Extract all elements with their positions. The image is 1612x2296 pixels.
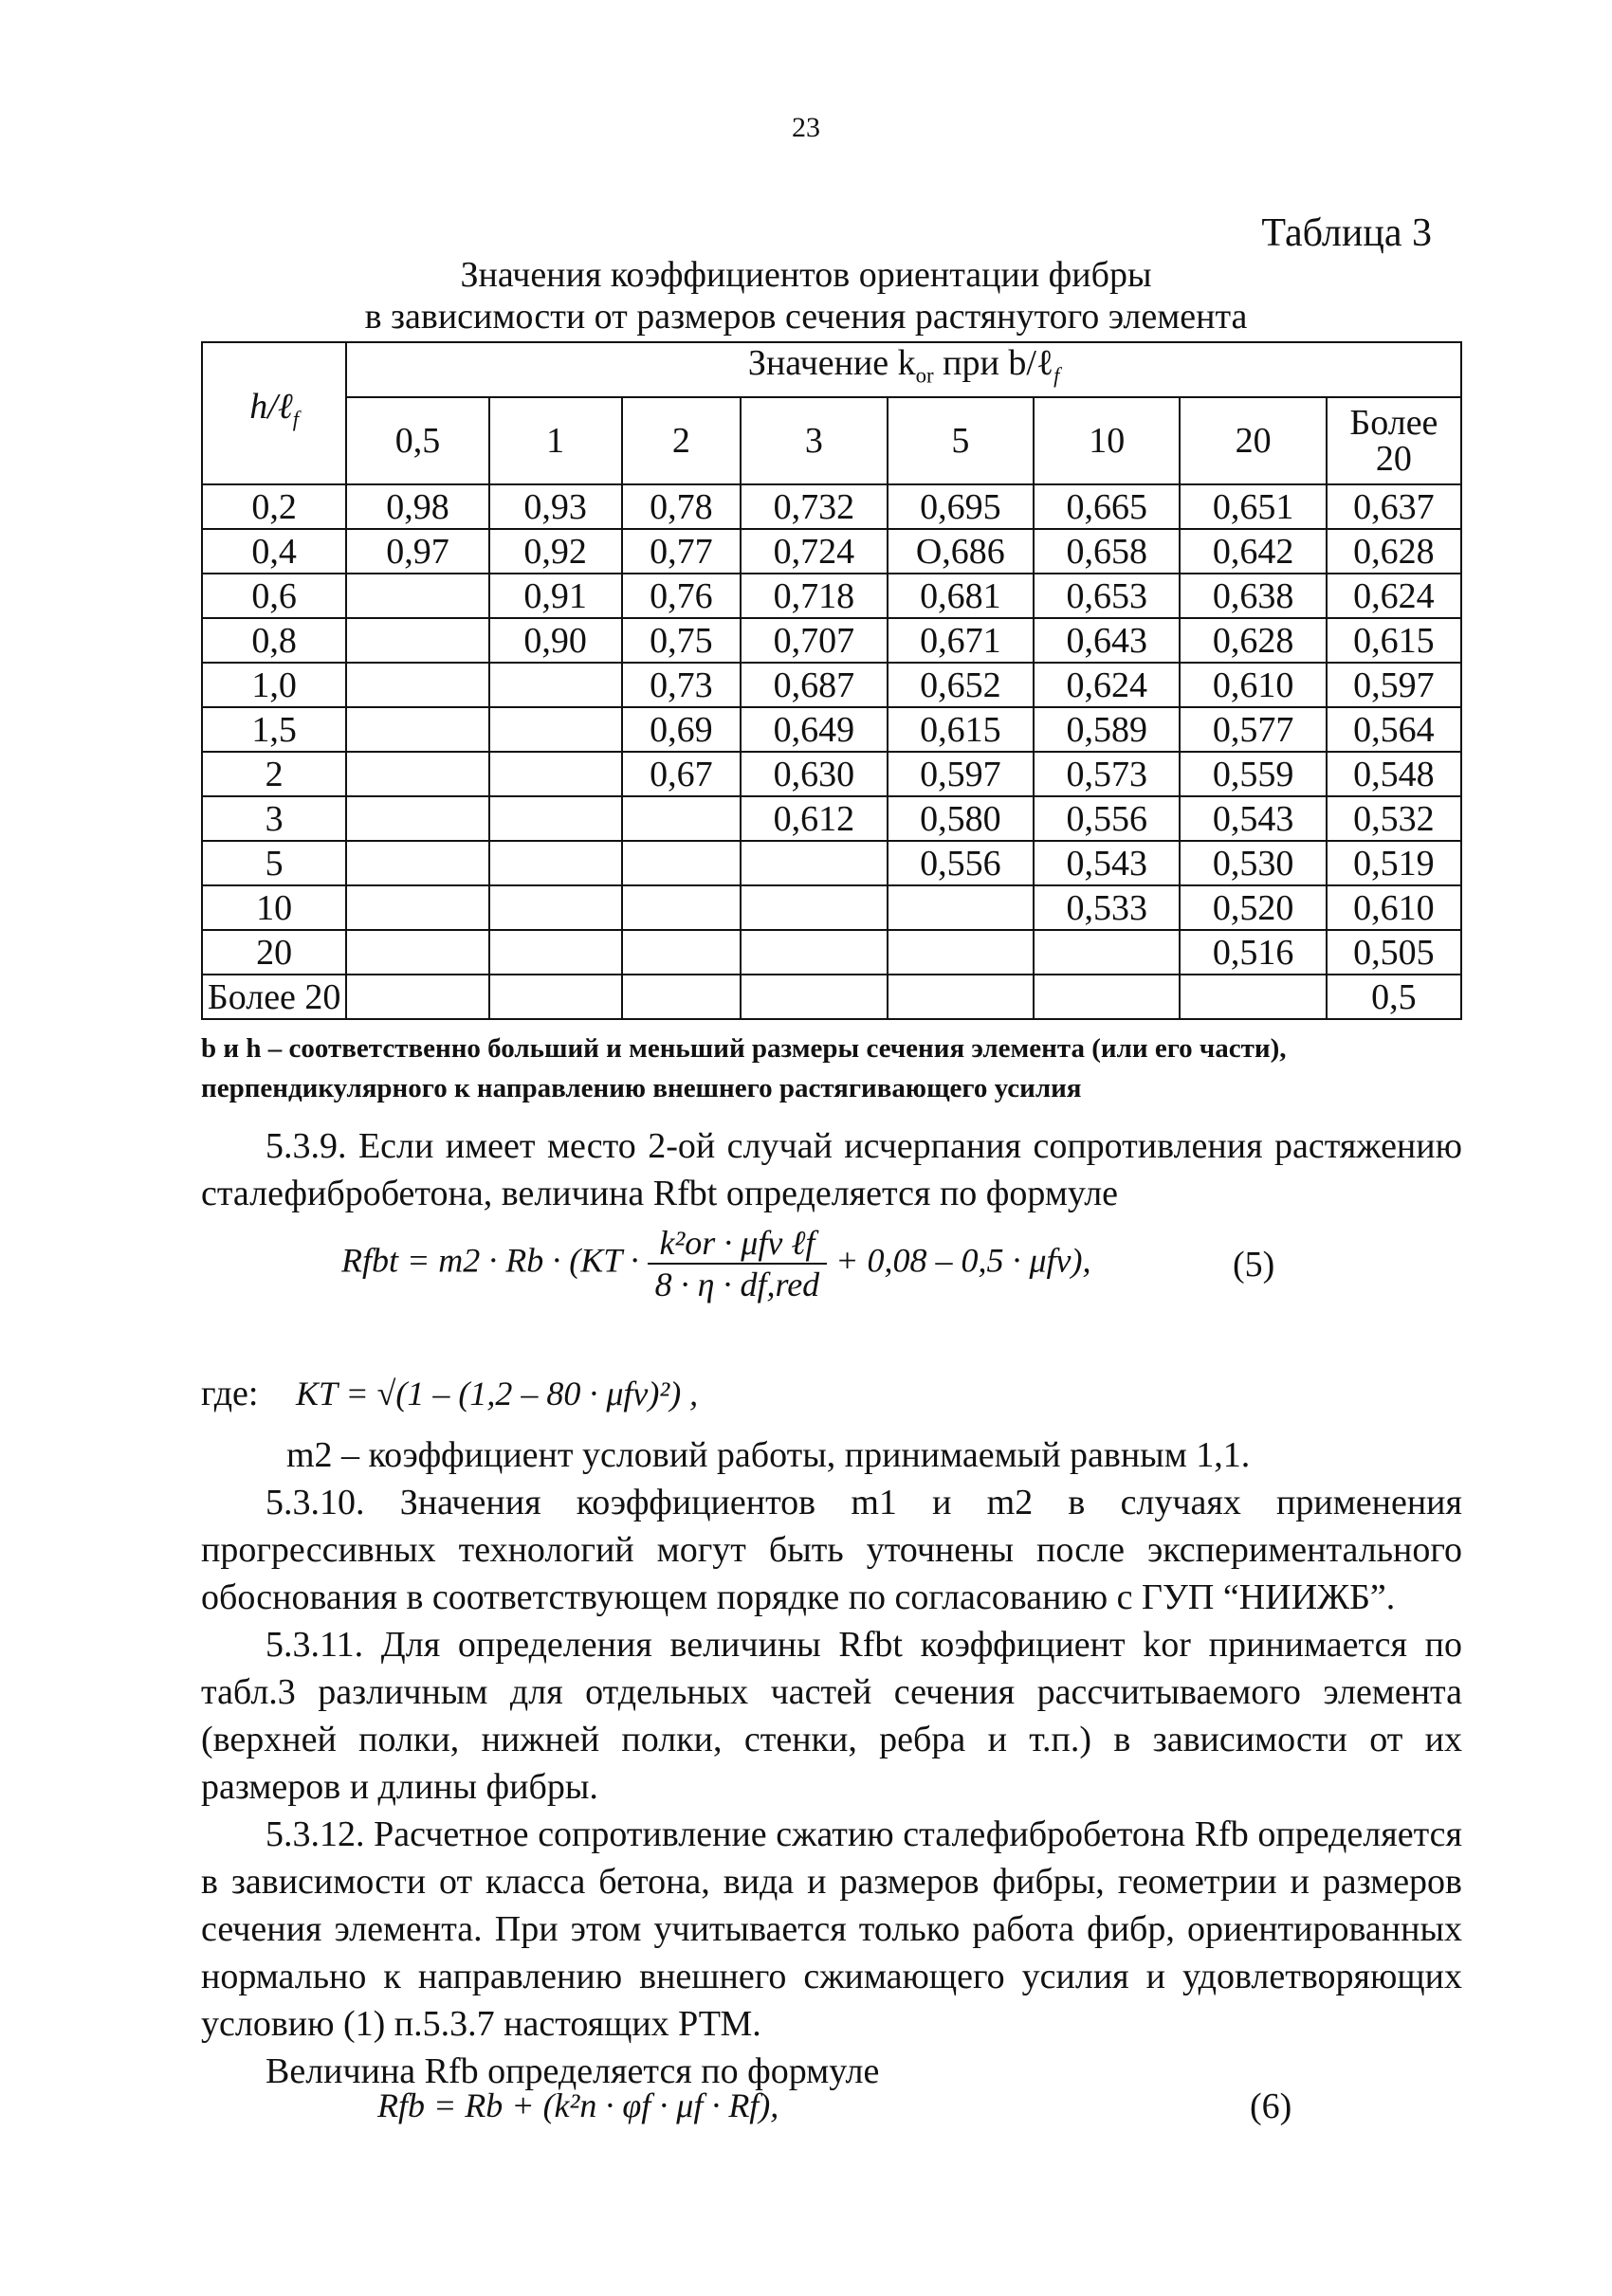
table-cell: 0,516	[1180, 930, 1326, 975]
eq5-fraction	[648, 1223, 828, 1304]
table-caption-line1: Значения коэффициентов ориентации фибры	[460, 255, 1152, 295]
eq5-lhs: Rfbt = m2 · Rb · (KT ·	[341, 1241, 639, 1280]
table-cell: 0,628	[1327, 529, 1461, 574]
paragraph-5-3-9: 5.3.9. Если имеет место 2-ой случай исчерпания сопротивления растяжению сталефибробетона, величина Rfbt определяется по формуле	[201, 1126, 1462, 1213]
table-cell: 0,658	[1034, 529, 1180, 574]
eq5-numerator: k²or · μfv ℓf	[648, 1223, 828, 1265]
group-header: Значение k	[747, 343, 916, 384]
table-cell	[346, 663, 488, 707]
equation-5	[341, 1223, 1195, 1304]
table-cell: 0,556	[888, 841, 1034, 885]
table-cell: 0,597	[1327, 663, 1461, 707]
table-cell: 0,67	[622, 752, 742, 796]
table-cell: 0,556	[1034, 796, 1180, 841]
table-cell	[741, 930, 887, 975]
table-cell: 0,652	[888, 663, 1034, 707]
paragraph-5-3-10: 5.3.10. Значения коэффициентов m1 и m2 в случаях применения прогрессивных технологий могут быть уточнены после экспериментального обоснования в соответствующем порядке по согласованию с ГУП “НИИЖБ”.	[201, 1483, 1462, 1617]
table-row	[202, 752, 1461, 796]
table-cell	[1180, 975, 1326, 1019]
table-cell	[622, 841, 742, 885]
table-cell: 0,687	[741, 663, 887, 707]
table-cell: 0,90	[489, 618, 622, 663]
group-header-sub: or	[915, 363, 934, 388]
equation-6-number: (6)	[1250, 2086, 1292, 2126]
table-cell: 0,98	[346, 484, 488, 529]
kt-definition	[201, 1370, 1462, 1417]
table-cell	[489, 707, 622, 752]
where-label: где:	[201, 1374, 259, 1413]
column-header: 3	[741, 397, 887, 484]
table-row	[202, 484, 1461, 529]
equation-5-number: (5)	[1233, 1245, 1275, 1285]
table-cell: 0,92	[489, 529, 622, 574]
table-cell	[622, 975, 742, 1019]
table-cell: 0,577	[1180, 707, 1326, 752]
row-header: h/ℓ	[249, 387, 293, 428]
table-cell: 0,615	[888, 707, 1034, 752]
table-cell: 0,69	[622, 707, 742, 752]
table-cell: 0,681	[888, 574, 1034, 618]
table-cell	[489, 752, 622, 796]
table-cell: 0,543	[1180, 796, 1326, 841]
table-cell: 0,638	[1180, 574, 1326, 618]
table-cell	[741, 841, 887, 885]
table-cell	[489, 930, 622, 975]
kt-formula: KT = √(1 – (1,2 – 80 · μfv)²) ,	[295, 1375, 699, 1412]
column-header: 1	[489, 397, 622, 484]
table-cell	[888, 885, 1034, 930]
table-label: Таблица 3	[1261, 211, 1432, 255]
table-cell: 0,573	[1034, 752, 1180, 796]
table-cell: 0,642	[1180, 529, 1326, 574]
group-header-tail-sub: f	[1053, 363, 1060, 388]
table-cell: 0,505	[1327, 930, 1461, 975]
table-cell: 0,75	[622, 618, 742, 663]
page-number: 23	[792, 112, 820, 143]
table-cell: 0,77	[622, 529, 742, 574]
table-cell: 0,78	[622, 484, 742, 529]
table-cell: 0,520	[1180, 885, 1326, 930]
table-cell: 0,530	[1180, 841, 1326, 885]
table-cell	[622, 796, 742, 841]
table-cell: 0,564	[1327, 707, 1461, 752]
table-cell: 0,649	[741, 707, 887, 752]
table-cell	[346, 975, 488, 1019]
table-cell: 0,610	[1180, 663, 1326, 707]
table-cell	[489, 663, 622, 707]
table-cell	[346, 752, 488, 796]
table-cell	[489, 796, 622, 841]
table-row	[202, 975, 1461, 1019]
table-cell: 0,665	[1034, 484, 1180, 529]
table-cell: 0,707	[741, 618, 887, 663]
table-cell: 0,76	[622, 574, 742, 618]
table-caption	[0, 254, 1612, 337]
group-header-cell	[346, 342, 1461, 397]
table-cell: 0,519	[1327, 841, 1461, 885]
table-cell	[489, 841, 622, 885]
table-cell: 0,548	[1327, 752, 1461, 796]
column-header: 2	[622, 397, 742, 484]
table-cell: 0,695	[888, 484, 1034, 529]
row-label: 0,8	[202, 618, 346, 663]
row-label: 0,4	[202, 529, 346, 574]
table-cell: 0,93	[489, 484, 622, 529]
table-cell	[1034, 975, 1180, 1019]
table-cell: 0,612	[741, 796, 887, 841]
table-cell: 0,597	[888, 752, 1034, 796]
table-cell: 0,532	[1327, 796, 1461, 841]
table-body	[202, 484, 1461, 1019]
row-header-cell	[202, 342, 346, 484]
table-cell: 0,624	[1034, 663, 1180, 707]
table-cell	[346, 574, 488, 618]
table-cell	[346, 796, 488, 841]
column-header: 20	[1180, 397, 1326, 484]
table-cell	[622, 930, 742, 975]
table-row	[202, 841, 1461, 885]
orientation-coefficients-table	[201, 341, 1462, 1020]
paragraph-5-3-12: 5.3.12. Расчетное сопротивление сжатию сталефибробетона Rfb определяется в зависимости от класса бетона, вида и размеров фибры, геометрии и размеров сечения элемента. При этом учитывается только работа фибр, ориентированных нормально к направлению внешнего сжимающего усилия и удовлетворяющих условию (1) п.5.3.7 настоящих РТМ.	[201, 1814, 1462, 2044]
table-cell	[741, 975, 887, 1019]
table-cell	[888, 930, 1034, 975]
table-cell: 0,624	[1327, 574, 1461, 618]
eq5-tail: + 0,08 – 0,5 · μfv),	[835, 1241, 1091, 1280]
table-cell: 0,643	[1034, 618, 1180, 663]
column-header: Более 20	[1327, 397, 1461, 484]
row-label: 1,0	[202, 663, 346, 707]
row-label: 3	[202, 796, 346, 841]
m2-definition: m2 – коэффициент условий работы, принимаемый равным 1,1.	[286, 1435, 1251, 1475]
table-cell	[489, 975, 622, 1019]
row-label: 5	[202, 841, 346, 885]
table-row	[202, 707, 1461, 752]
table-cell: 0,91	[489, 574, 622, 618]
section-5-3-9	[201, 1122, 1462, 1217]
table-cell	[346, 885, 488, 930]
text-block	[201, 1431, 1462, 2095]
table-cell: 0,718	[741, 574, 887, 618]
table-cell: 0,724	[741, 529, 887, 574]
table-cell	[741, 885, 887, 930]
row-label: 10	[202, 885, 346, 930]
table-cell: 0,732	[741, 484, 887, 529]
table-cell: 0,610	[1327, 885, 1461, 930]
eq5-denominator: 8 · η · df,red	[654, 1266, 820, 1303]
table-note: b и h – соответственно больший и меньший размеры сечения элемента (или его части), перпендикулярного к направлению внешнего растягивающего усилия	[201, 1033, 1287, 1103]
table-row	[202, 885, 1461, 930]
table-cell: 0,73	[622, 663, 742, 707]
table-cell	[346, 841, 488, 885]
table-cell	[888, 975, 1034, 1019]
column-header: 0,5	[346, 397, 488, 484]
table-cell: 0,628	[1180, 618, 1326, 663]
row-label: 2	[202, 752, 346, 796]
table-cell	[622, 885, 742, 930]
table-cell: 0,533	[1034, 885, 1180, 930]
table-cell	[346, 930, 488, 975]
table-cell: 0,651	[1180, 484, 1326, 529]
table-cell: 0,97	[346, 529, 488, 574]
table-cell: 0,653	[1034, 574, 1180, 618]
table-cell	[346, 707, 488, 752]
row-label: 0,2	[202, 484, 346, 529]
table-caption-line2: в зависимости от размеров сечения растянутого элемента	[364, 297, 1248, 337]
paragraph-5-3-11: 5.3.11. Для определения величины Rfbt коэффициент kor принимается по табл.3 различным для отдельных частей сечения рассчитываемого элемента (верхней полки, нижней полки, стенки, ребра и т.п.) в зависимости от их размеров и длины фибры.	[201, 1625, 1462, 1807]
equation-6: Rfb = Rb + (k²n · φf · μf · Rf),	[377, 2086, 779, 2124]
column-header-row	[202, 397, 1461, 484]
table-row	[202, 529, 1461, 574]
row-header-sub: f	[292, 407, 300, 431]
table-row	[202, 574, 1461, 618]
column-header: 5	[888, 397, 1034, 484]
table-cell: 0,630	[741, 752, 887, 796]
table-row	[202, 663, 1461, 707]
row-label: 0,6	[202, 574, 346, 618]
table-cell: 0,559	[1180, 752, 1326, 796]
row-label: 20	[202, 930, 346, 975]
table-cell: 0,543	[1034, 841, 1180, 885]
table-cell: 0,589	[1034, 707, 1180, 752]
table-cell: 0,671	[888, 618, 1034, 663]
row-label: Более 20	[202, 975, 346, 1019]
table-row	[202, 618, 1461, 663]
table-cell	[346, 618, 488, 663]
column-header: 10	[1034, 397, 1180, 484]
table-row	[202, 930, 1461, 975]
table-cell	[1034, 930, 1180, 975]
table-cell: О,686	[888, 529, 1034, 574]
table-cell: 0,615	[1327, 618, 1461, 663]
table-cell: 0,637	[1327, 484, 1461, 529]
group-header-tail: при b/ℓ	[943, 343, 1054, 384]
table-cell: 0,5	[1327, 975, 1461, 1019]
table-cell	[489, 885, 622, 930]
paragraph-rfb-formula-intro: Величина Rfb определяется по формуле	[266, 2051, 880, 2091]
table-cell: 0,580	[888, 796, 1034, 841]
row-label: 1,5	[202, 707, 346, 752]
table-row	[202, 796, 1461, 841]
